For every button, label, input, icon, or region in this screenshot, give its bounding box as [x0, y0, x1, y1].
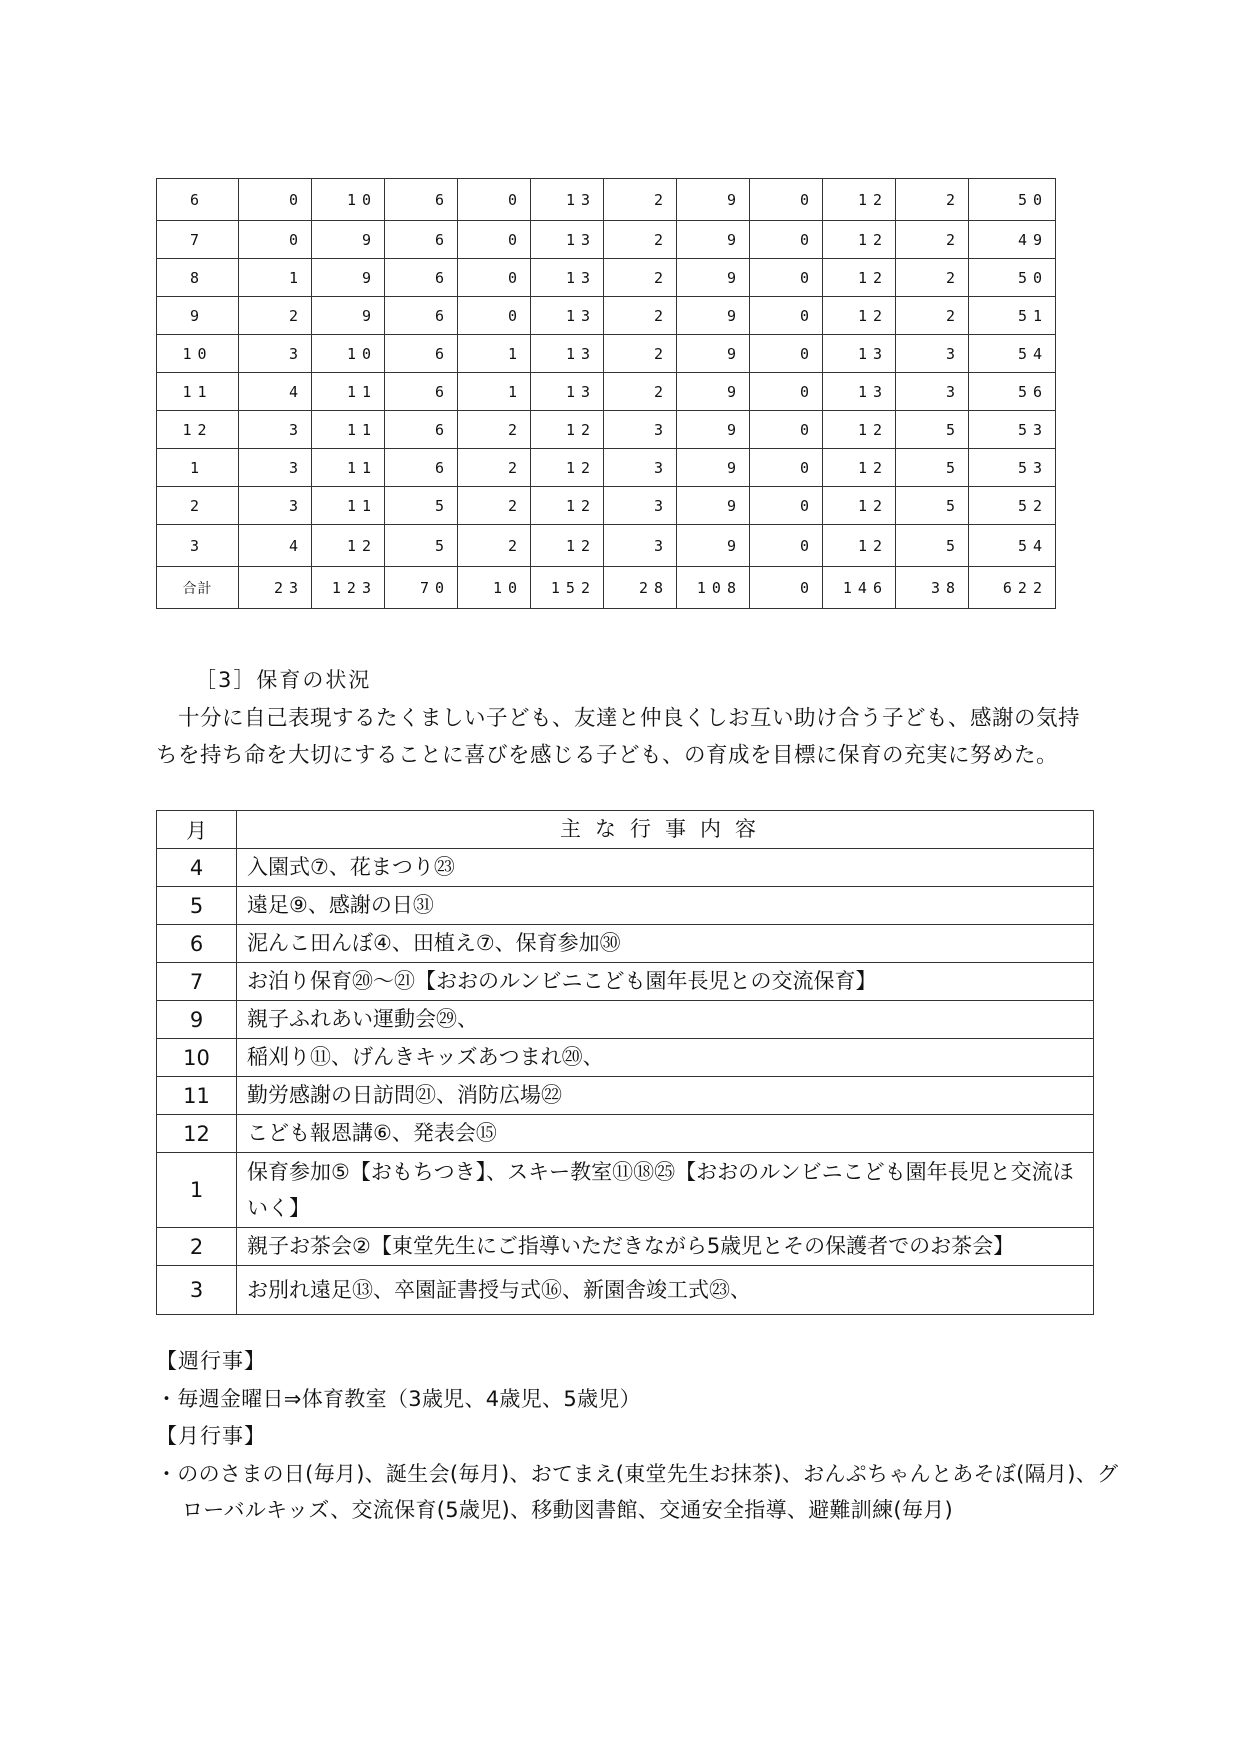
- stats-cell: 3: [239, 449, 312, 487]
- stats-month-cell: 9: [157, 297, 239, 335]
- events-content-cell: 遠足⑨、感謝の日㉛: [237, 887, 1094, 925]
- stats-month-cell: 3: [157, 525, 239, 567]
- stats-cell: 2: [604, 221, 677, 259]
- stats-cell: 70: [385, 567, 458, 609]
- stats-cell: 13: [823, 373, 896, 411]
- events-content-cell: 勤労感謝の日訪問㉑、消防広場㉒: [237, 1077, 1094, 1115]
- stats-cell: 2: [239, 297, 312, 335]
- events-header-content: 主な行事内容: [237, 811, 1094, 849]
- events-month-cell: 9: [157, 1001, 237, 1039]
- stats-cell: 3: [239, 411, 312, 449]
- stats-cell: 38: [896, 567, 969, 609]
- stats-cell: 12: [823, 525, 896, 567]
- stats-row: [157, 221, 1056, 259]
- stats-cell: 2: [604, 259, 677, 297]
- stats-cell: 0: [458, 179, 531, 221]
- stats-cell: 1: [458, 373, 531, 411]
- stats-cell: 53: [969, 411, 1056, 449]
- stats-cell: 2: [896, 179, 969, 221]
- stats-row: [157, 259, 1056, 297]
- stats-cell: 23: [239, 567, 312, 609]
- stats-cell: 49: [969, 221, 1056, 259]
- stats-table: [156, 178, 1056, 609]
- events-month-cell: 4: [157, 849, 237, 887]
- stats-cell: 0: [750, 449, 823, 487]
- stats-cell: 2: [458, 487, 531, 525]
- stats-cell: 0: [750, 525, 823, 567]
- stats-cell: 11: [312, 411, 385, 449]
- stats-cell: 12: [531, 525, 604, 567]
- stats-cell: 12: [312, 525, 385, 567]
- events-table: [156, 810, 1094, 1315]
- stats-cell: 53: [969, 449, 1056, 487]
- events-content-cell: 泥んこ田んぼ④、田植え⑦、保育参加㉚: [237, 925, 1094, 963]
- events-content-cell: 親子お茶会②【東堂先生にご指導いただきながら5歳児とその保護者でのお茶会】: [237, 1228, 1094, 1266]
- events-content-cell: 入園式⑦、花まつり㉓: [237, 849, 1094, 887]
- stats-cell: 12: [531, 449, 604, 487]
- stats-cell: 10: [458, 567, 531, 609]
- stats-cell: 3: [896, 373, 969, 411]
- stats-cell: 13: [531, 373, 604, 411]
- events-row: [157, 849, 1094, 887]
- stats-cell: 123: [312, 567, 385, 609]
- stats-cell: 12: [823, 221, 896, 259]
- stats-cell: 11: [312, 373, 385, 411]
- stats-cell: 12: [531, 411, 604, 449]
- stats-cell: 0: [750, 411, 823, 449]
- events-header-month: 月: [157, 811, 237, 849]
- stats-cell: 2: [604, 297, 677, 335]
- weekly-label: 【週行事】: [156, 1349, 266, 1373]
- stats-cell: 622: [969, 567, 1056, 609]
- stats-cell: 52: [969, 487, 1056, 525]
- stats-cell: 152: [531, 567, 604, 609]
- stats-cell: 2: [896, 221, 969, 259]
- events-content-cell: お泊り保育⑳～㉑【おおのルンビニこども園年長児との交流保育】: [237, 963, 1094, 1001]
- stats-cell: 4: [239, 525, 312, 567]
- stats-cell: 54: [969, 525, 1056, 567]
- stats-cell: 4: [239, 373, 312, 411]
- stats-cell: 6: [385, 221, 458, 259]
- events-row: [157, 1039, 1094, 1077]
- stats-cell: 13: [531, 259, 604, 297]
- stats-cell: 6: [385, 373, 458, 411]
- stats-cell: 2: [604, 335, 677, 373]
- stats-cell: 108: [677, 567, 750, 609]
- stats-cell: 6: [385, 259, 458, 297]
- stats-cell: 12: [823, 487, 896, 525]
- events-month-cell: 7: [157, 963, 237, 1001]
- stats-cell: 13: [823, 335, 896, 373]
- stats-cell: 2: [458, 411, 531, 449]
- stats-cell: 2: [604, 373, 677, 411]
- stats-cell: 13: [531, 179, 604, 221]
- stats-table-body: [157, 179, 1056, 609]
- stats-cell: 3: [239, 487, 312, 525]
- events-header-row: [157, 811, 1094, 849]
- stats-cell: 12: [823, 179, 896, 221]
- stats-cell: 9: [677, 373, 750, 411]
- stats-cell: 9: [677, 259, 750, 297]
- stats-cell: 0: [750, 297, 823, 335]
- stats-cell: 0: [750, 373, 823, 411]
- stats-cell: 10: [312, 335, 385, 373]
- stats-cell: 12: [823, 411, 896, 449]
- section-heading: ［3］保育の状況: [195, 668, 372, 692]
- events-content-cell: 保育参加⑤【おもちつき】、スキー教室⑪⑱㉕【おおのルンビニこども園年長児と交流ほいく】: [237, 1153, 1094, 1228]
- events-row: [157, 1001, 1094, 1039]
- stats-cell: 1: [458, 335, 531, 373]
- stats-cell: 12: [823, 297, 896, 335]
- stats-row: [157, 179, 1056, 221]
- stats-cell: 0: [750, 179, 823, 221]
- events-row: [157, 887, 1094, 925]
- stats-cell: 3: [896, 335, 969, 373]
- stats-cell: 5: [896, 411, 969, 449]
- events-month-cell: 12: [157, 1115, 237, 1153]
- stats-cell: 3: [604, 525, 677, 567]
- monthly-label: 【月行事】: [156, 1424, 266, 1448]
- stats-cell: 9: [677, 411, 750, 449]
- stats-cell: 5: [896, 449, 969, 487]
- stats-row: [157, 487, 1056, 525]
- weekly-item: ・毎週金曜日⇒体育教室（3歳児、4歳児、5歳児）: [156, 1387, 641, 1411]
- events-row: [157, 1228, 1094, 1266]
- stats-total-row: [157, 567, 1056, 609]
- stats-cell: 51: [969, 297, 1056, 335]
- stats-cell: 2: [458, 525, 531, 567]
- stats-cell: 10: [312, 179, 385, 221]
- stats-cell: 9: [312, 297, 385, 335]
- stats-cell: 28: [604, 567, 677, 609]
- events-month-cell: 6: [157, 925, 237, 963]
- stats-cell: 9: [312, 221, 385, 259]
- stats-month-cell: 7: [157, 221, 239, 259]
- stats-cell: 12: [531, 487, 604, 525]
- stats-cell: 1: [239, 259, 312, 297]
- stats-month-cell: 8: [157, 259, 239, 297]
- stats-cell: 11: [312, 449, 385, 487]
- stats-cell: 9: [677, 525, 750, 567]
- stats-month-cell: 11: [157, 373, 239, 411]
- stats-month-cell: 10: [157, 335, 239, 373]
- stats-cell: 0: [458, 297, 531, 335]
- stats-cell: 2: [458, 449, 531, 487]
- stats-cell: 50: [969, 179, 1056, 221]
- stats-cell: 3: [604, 449, 677, 487]
- events-month-cell: 2: [157, 1228, 237, 1266]
- stats-cell: 50: [969, 259, 1056, 297]
- stats-cell: 11: [312, 487, 385, 525]
- stats-cell: 12: [823, 449, 896, 487]
- stats-cell: 9: [677, 297, 750, 335]
- stats-cell: 0: [750, 259, 823, 297]
- stats-month-cell: 6: [157, 179, 239, 221]
- monthly-item: ・ののさまの日(毎月)、誕生会(毎月)、おてまえ(東堂先生お抹茶)、おんぷちゃんとあそぼ(隔月)、グローバルキッズ、交流保育(5歳児)、移動図書館、交通安全指導、避難訓練(毎月): [156, 1462, 1119, 1522]
- stats-cell: 5: [896, 487, 969, 525]
- stats-cell: 0: [750, 487, 823, 525]
- stats-cell: 6: [385, 297, 458, 335]
- stats-cell: 5: [896, 525, 969, 567]
- stats-row: [157, 335, 1056, 373]
- events-month-cell: 3: [157, 1266, 237, 1315]
- section-body: 十分に自己表現するたくましい子ども、友達と仲良くしお互い助け合う子ども、感謝の気持ちを持ち命を大切にすることに喜びを感じる子ども、の育成を目標に保育の充実に努めた。: [156, 706, 1081, 768]
- stats-row: [157, 449, 1056, 487]
- stats-row: [157, 297, 1056, 335]
- events-content-cell: 稲刈り⑪、げんきキッズあつまれ⑳、: [237, 1039, 1094, 1077]
- stats-cell: 6: [385, 335, 458, 373]
- stats-cell: 9: [677, 221, 750, 259]
- stats-cell: 2: [896, 259, 969, 297]
- stats-cell: 9: [677, 179, 750, 221]
- stats-cell: 0: [239, 221, 312, 259]
- stats-cell: 0: [458, 259, 531, 297]
- stats-cell: 5: [385, 525, 458, 567]
- events-month-cell: 11: [157, 1077, 237, 1115]
- events-row: [157, 1115, 1094, 1153]
- stats-month-cell: 2: [157, 487, 239, 525]
- stats-month-cell: 12: [157, 411, 239, 449]
- stats-cell: 54: [969, 335, 1056, 373]
- events-content-cell: こども報恩講⑥、発表会⑮: [237, 1115, 1094, 1153]
- stats-row: [157, 411, 1056, 449]
- stats-cell: 6: [385, 411, 458, 449]
- stats-cell: 0: [239, 179, 312, 221]
- stats-cell: 6: [385, 179, 458, 221]
- stats-cell: 0: [750, 335, 823, 373]
- events-month-cell: 1: [157, 1153, 237, 1228]
- stats-cell: 3: [604, 411, 677, 449]
- events-month-cell: 10: [157, 1039, 237, 1077]
- stats-cell: 3: [239, 335, 312, 373]
- stats-row: [157, 373, 1056, 411]
- stats-cell: 9: [312, 259, 385, 297]
- stats-row: [157, 525, 1056, 567]
- stats-cell: 146: [823, 567, 896, 609]
- stats-cell: 9: [677, 449, 750, 487]
- stats-cell: 0: [458, 221, 531, 259]
- stats-cell: 12: [823, 259, 896, 297]
- events-row: [157, 963, 1094, 1001]
- events-content-cell: お別れ遠足⑬、卒園証書授与式⑯、新園舎竣工式㉓、: [237, 1266, 1094, 1315]
- stats-cell: 9: [677, 487, 750, 525]
- stats-cell: 13: [531, 297, 604, 335]
- stats-month-cell: 合計: [157, 567, 239, 609]
- events-row: [157, 925, 1094, 963]
- events-table-body: [157, 849, 1094, 1315]
- stats-cell: 0: [750, 567, 823, 609]
- stats-cell: 13: [531, 221, 604, 259]
- stats-cell: 3: [604, 487, 677, 525]
- stats-cell: 9: [677, 335, 750, 373]
- events-month-cell: 5: [157, 887, 237, 925]
- events-row: [157, 1153, 1094, 1228]
- stats-cell: 6: [385, 449, 458, 487]
- stats-month-cell: 1: [157, 449, 239, 487]
- stats-cell: 5: [385, 487, 458, 525]
- events-row: [157, 1266, 1094, 1315]
- stats-cell: 13: [531, 335, 604, 373]
- stats-cell: 56: [969, 373, 1056, 411]
- stats-cell: 0: [750, 221, 823, 259]
- events-content-cell: 親子ふれあい運動会㉙、: [237, 1001, 1094, 1039]
- stats-cell: 2: [896, 297, 969, 335]
- events-row: [157, 1077, 1094, 1115]
- stats-cell: 2: [604, 179, 677, 221]
